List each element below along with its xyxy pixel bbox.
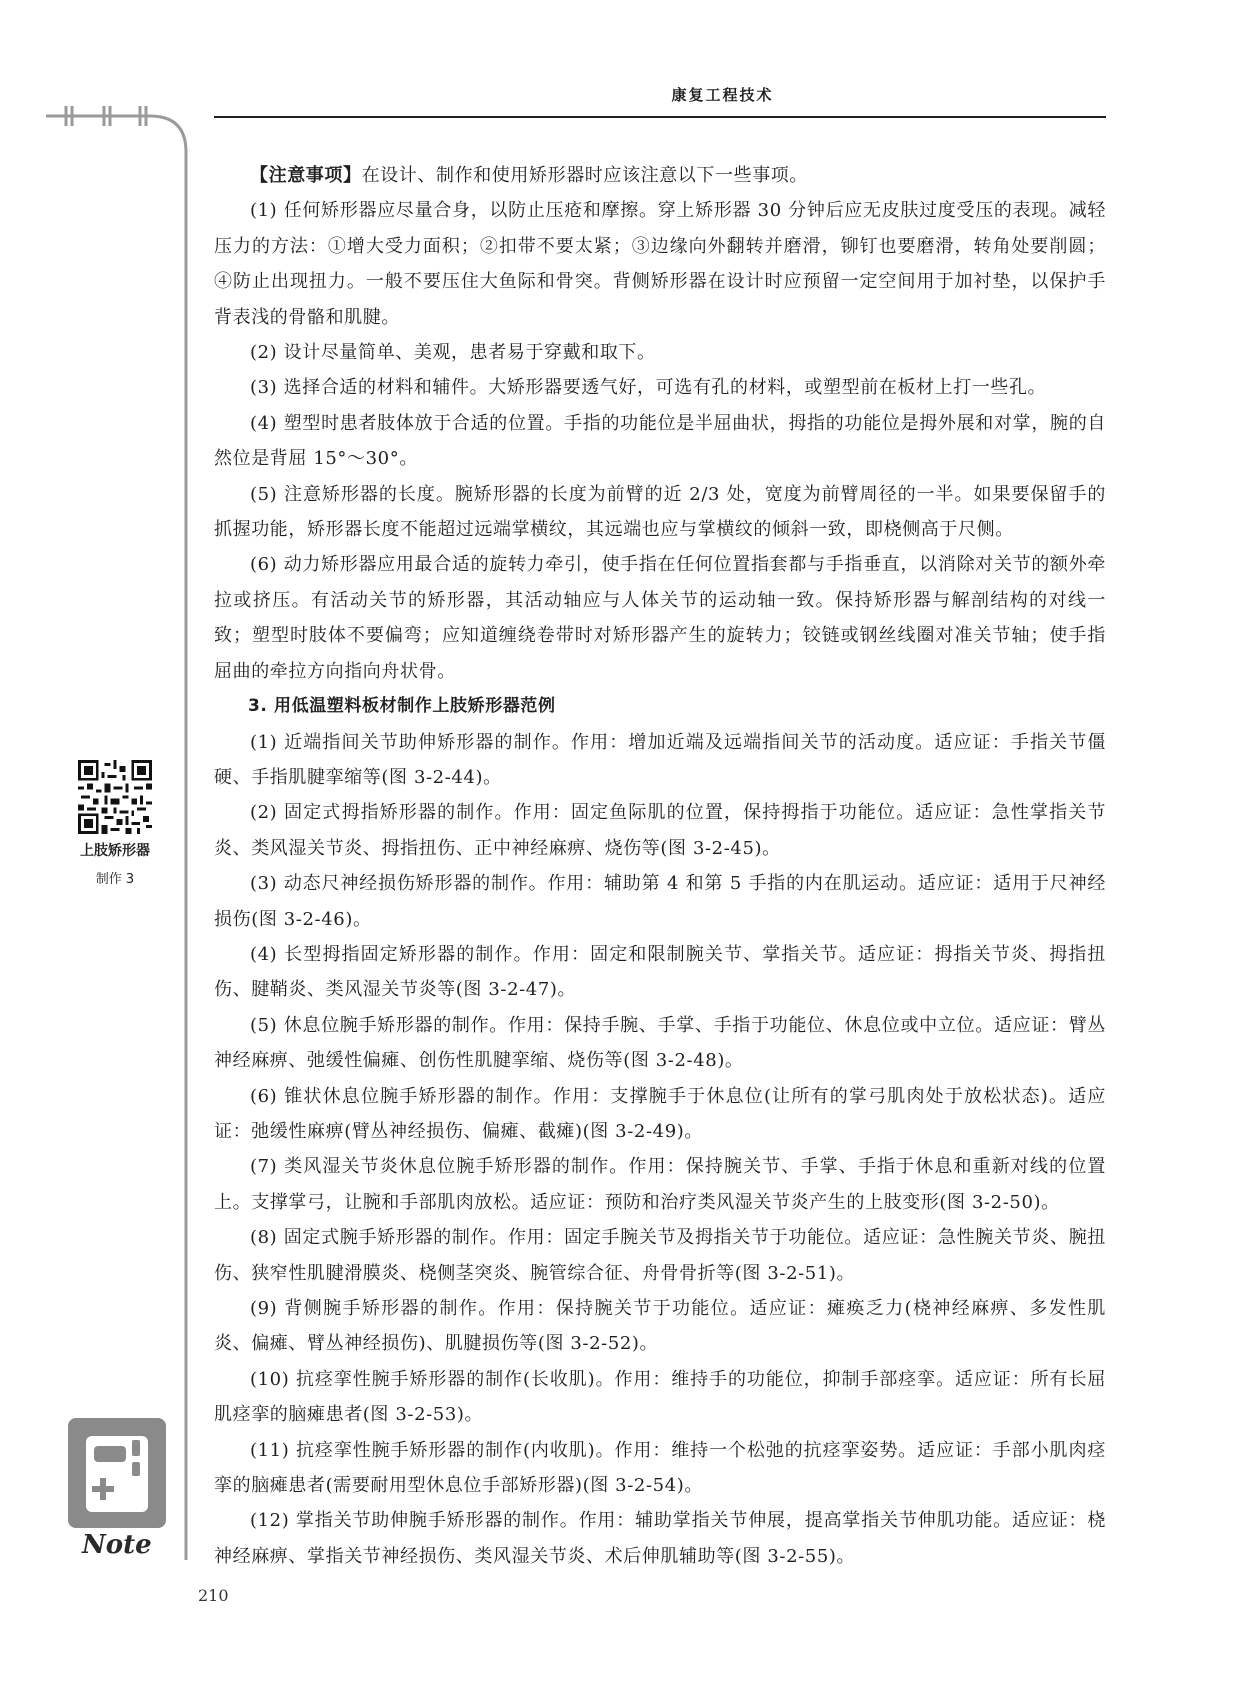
qr-code-icon[interactable]	[78, 760, 152, 834]
example-item: (6) 锥状休息位腕手矫形器的制作。作用：支撑腕手于休息位(让所有的掌弓肌肉处于放松状态)。适应证：弛缓性麻痹(臂丛神经损伤、偏瘫、截瘫)(图 3-2-49)。	[214, 1085, 1106, 1142]
notice-item: (4) 塑型时患者肢体放于合适的位置。手指的功能位是半屈曲状，拇指的功能位是拇外展和对掌，腕的自然位是背屈 15°～30°。	[214, 412, 1106, 470]
notice-item: (2) 设计尽量简单、美观，患者易于穿戴和取下。	[250, 342, 656, 364]
page-number: 210	[198, 1586, 229, 1605]
example-item: (9) 背侧腕手矫形器的制作。作用：保持腕关节于功能位。适应证：瘫痪乏力(桡神经麻痹、多发性肌炎、偏瘫、臂丛神经损伤)、肌腱损伤等(图 3-2-52)。	[214, 1298, 1106, 1355]
qr-title: 上肢矫形器	[80, 843, 150, 859]
note-label: Note	[82, 1530, 152, 1560]
qr-subtitle: 制作 3	[95, 872, 135, 887]
notice-item: (6) 动力矫形器应用最合适的旋转力牵引，使手指在任何位置指套都与手指垂直，以消除对关节的额外牵拉或挤压。有活动关节的矫形器，其活动轴应与人体关节的运动轴一致。保持矫形器与解剖结构的对线一致；塑型时肢体不要偏弯；应知道缠绕卷带时对矫形器产生的旋转力；铰链或钢丝线圈对准关节轴；使手指屈曲的牵拉方向指向舟状骨。	[214, 554, 1106, 682]
example-item: (2) 固定式拇指矫形器的制作。作用：固定鱼际肌的位置，保持拇指于功能位。适应证：急性掌指关节炎、类风湿关节炎、拇指扭伤、正中神经麻痹、烧伤等(图 3-2-45)。	[214, 802, 1106, 859]
example-item: (4) 长型拇指固定矫形器的制作。作用：固定和限制腕关节、掌指关节。适应证：拇指关节炎、拇指扭伤、腱鞘炎、类风湿关节炎等(图 3-2-47)。	[214, 943, 1106, 1001]
section-heading: 3. 用低温塑料板材制作上肢矫形器范例	[248, 696, 556, 717]
example-item: (11) 抗痉挛性腕手矫形器的制作(内收肌)。作用：维持一个松弛的抗痉挛姿势。适应证：手部小肌肉痉挛的脑瘫患者(需要耐用型休息位手部矫形器)(图 3-2-54)。	[214, 1439, 1106, 1497]
example-item: (5) 休息位腕手矫形器的制作。作用：保持手腕、手掌、手指于功能位、休息位或中立位。适应证：臂丛神经麻痹、弛缓性偏瘫、创伤性肌腱挛缩、烧伤等(图 3-2-48)。	[214, 1014, 1106, 1072]
main-text	[214, 158, 1106, 1574]
example-item: (8) 固定式腕手矫形器的制作。作用：固定手腕关节及拇指关节于功能位。适应证：急性腕关节炎、腕扭伤、狭窄性肌腱滑膜炎、桡侧茎突炎、腕管综合征、舟骨骨折等(图 3-2-51)。	[214, 1227, 1106, 1284]
notice-label: 【注意事项】	[250, 165, 362, 186]
example-item: (1) 近端指间关节助伸矫形器的制作。作用：增加近端及远端指间关节的活动度。适应证：手指关节僵硬、手指肌腱挛缩等(图 3-2-44)。	[214, 731, 1106, 788]
example-item: (7) 类风湿关节炎休息位腕手矫形器的制作。作用：保持腕关节、手掌、手指于休息和重新对线的位置上。支撑掌弓，让腕和手部肌肉放松。适应证：预防和治疗类风湿关节炎产生的上肢变形(图 3-2-50)。	[214, 1156, 1106, 1213]
note-device-icon	[68, 1418, 166, 1528]
example-item: (12) 掌指关节助伸腕手矫形器的制作。作用：辅助掌指关节伸展，提高掌指关节伸肌功能。适应证：桡神经麻痹、掌指关节神经损伤、类风湿关节炎、术后伸肌辅助等(图 3-2-55)。	[214, 1510, 1106, 1567]
notice-paragraph	[214, 158, 1106, 193]
qr-block[interactable]	[70, 760, 160, 887]
notice-item: (1) 任何矫形器应尽量合身，以防止压疮和摩擦。穿上矫形器 30 分钟后应无皮肤过度受压的表现。减轻压力的方法：①增大受力面积；②扣带不要太紧；③边缘向外翻转并磨滑，铆钉也要磨滑，转角处要削圆；④防止出现扭力。一般不要压住大鱼际和骨突。背侧矫形器在设计时应预留一定空间用于加衬垫，以保护手背表浅的骨骼和肌腱。	[214, 200, 1106, 328]
notice-item: (3) 选择合适的材料和辅件。大矫形器要透气好，可选有孔的材料，或塑型前在板材上打一些孔。	[250, 377, 1047, 399]
running-header-title: 康复工程技术	[671, 86, 774, 104]
header-rule	[214, 116, 1106, 118]
example-item: (10) 抗痉挛性腕手矫形器的制作(长收肌)。作用：维持手的功能位，抑制手部痉挛。适应证：所有长屈肌痉挛的脑瘫患者(图 3-2-53)。	[214, 1368, 1106, 1426]
example-item: (3) 动态尺神经损伤矫形器的制作。作用：辅助第 4 和第 5 手指的内在肌运动。适应证：适用于尺神经损伤(图 3-2-46)。	[214, 873, 1106, 930]
notice-item: (5) 注意矫形器的长度。腕矫形器的长度为前臂的近 2/3 处，宽度为前臂周径的一半。如果要保留手的抓握功能，矫形器长度不能超过远端掌横纹，其远端也应与掌横纹的倾斜一致，即桡侧高于尺侧。	[214, 483, 1106, 541]
notice-intro: 在设计、制作和使用矫形器时应该注意以下一些事项。	[361, 165, 809, 186]
